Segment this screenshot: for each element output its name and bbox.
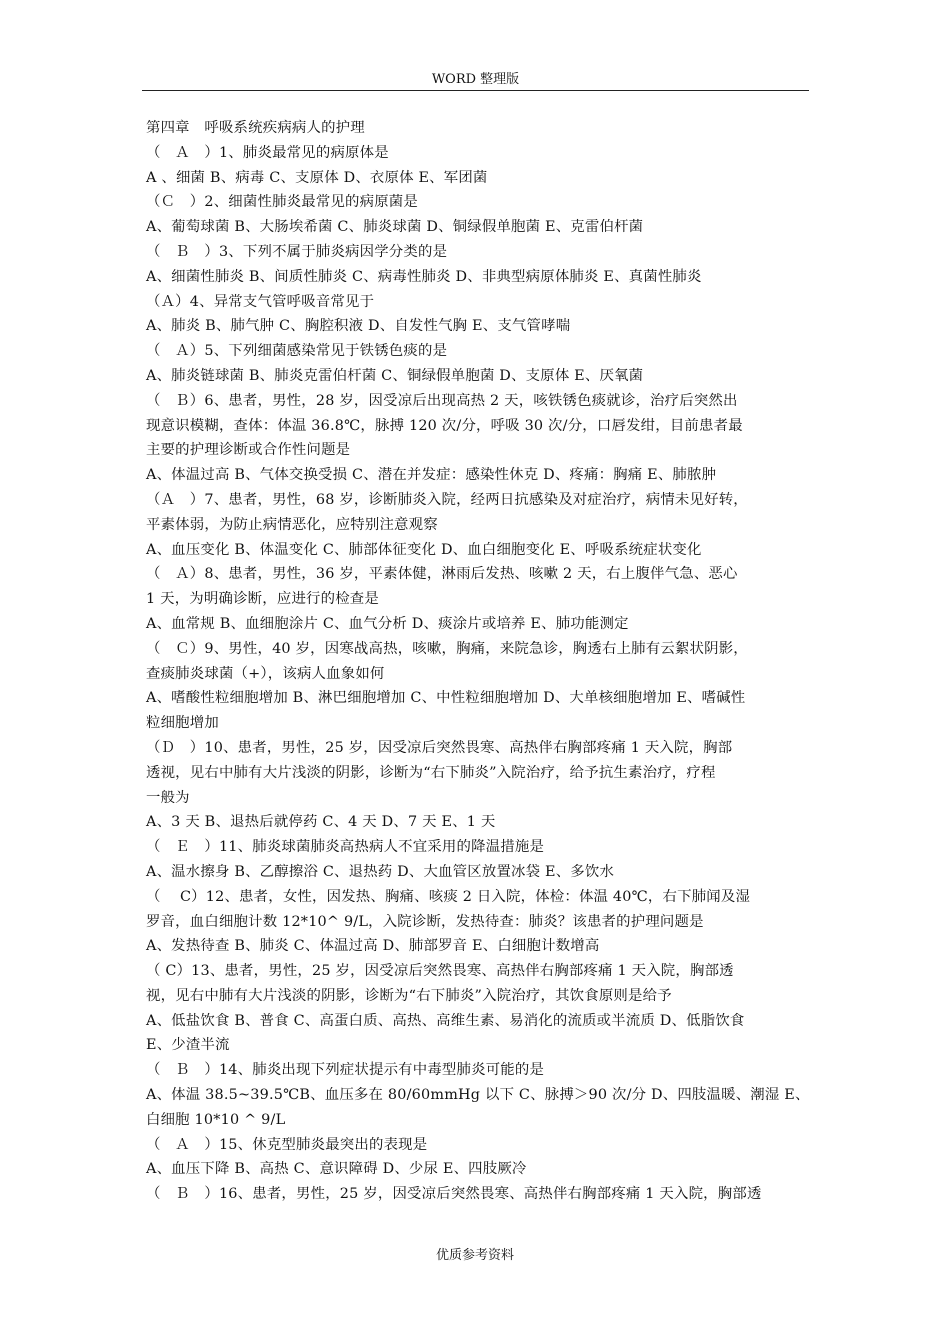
text-line: A、细菌性肺炎 B、间质性肺炎 C、病毒性肺炎 D、非典型病原体肺炎 E、真菌性肺炎: [146, 268, 702, 285]
text-line: （ C）13、患者，男性，25 岁，因受凉后突然畏寒、高热伴右胸部疼痛 1 天入院，胸部透: [146, 963, 734, 980]
text-line: 粒细胞增加: [146, 715, 219, 732]
text-line: 透视，见右中肺有大片浅淡的阴影，诊断为“右下肺炎”入院治疗，给予抗生素治疗，疗程: [146, 764, 716, 781]
text-line: 视，见右中肺有大片浅淡的阴影，诊断为“右下肺炎”入院治疗，其饮食原则是给予: [146, 987, 672, 1004]
text-line: （Ｄ ）10、患者，男性，25 岁，因受凉后突然畏寒、高热伴右胸部疼痛 1 天入院，胸部: [146, 739, 733, 756]
text-line: （ Ａ）5、下列细菌感染常见于铁锈色痰的是: [146, 343, 448, 360]
text-line: （ Ａ）8、患者，男性，36 岁，平素体健，淋雨后发热、咳嗽 2 天，右上腹伴气急、恶心: [146, 566, 738, 583]
text-line: （ Ｃ）9、男性，40 岁，因寒战高热，咳嗽，胸痛，来院急诊，胸透右上肺有云絮状阴影，: [146, 640, 748, 657]
text-line: 平素体弱，为防止病情恶化，应特别注意观察: [146, 516, 438, 533]
text-line: （Ｃ ）2、细菌性肺炎最常见的病原菌是: [146, 194, 418, 211]
text-line: 查痰肺炎球菌（+），该病人血象如何: [146, 665, 385, 682]
page-header: [142, 72, 809, 91]
text-line: 一般为: [146, 789, 190, 806]
text-line: （ Ｂ ）3、下列不属于肺炎病因学分类的是: [146, 243, 448, 260]
text-line: A、发热待查 B、肺炎 C、体温过高 D、肺部罗音 E、白细胞计数增高: [146, 938, 600, 955]
text-line: A、体温过高 B、气体交换受损 C、潜在并发症：感染性休克 D、疼痛：胸痛 E、肺脓肿: [146, 467, 717, 484]
text-line: （ Ｂ ）14、肺炎出现下列症状提示有中毒型肺炎可能的是: [146, 1062, 545, 1079]
text-line: A、血常规 B、血细胞涂片 C、血气分析 D、痰涂片或培养 E、肺功能测定: [146, 615, 629, 632]
text-line: A、体温 38.5~39.5℃B、血压多在 80/60mmHg 以下 C、脉搏＞90 次/分 D、四肢温暖、潮湿 E、: [146, 1087, 810, 1104]
chapter-title: 第四章 呼吸系统疾病病人的护理: [146, 120, 365, 136]
page-footer: 优质参考资料: [435, 1248, 514, 1263]
text-line: A、肺炎链球菌 B、肺炎克雷伯杆菌 C、铜绿假单胞菌 D、支原体 E、厌氧菌: [146, 367, 644, 384]
text-line: A、嗜酸性粒细胞增加 B、淋巴细胞增加 C、中性粒细胞增加 D、大单核细胞增加 E、嗜碱性: [146, 690, 746, 707]
text-line: A、葡萄球菌 B、大肠埃希菌 C、肺炎球菌 D、铜绿假单胞菌 E、克雷伯杆菌: [146, 219, 644, 236]
text-line: A、血压变化 B、体温变化 C、肺部体征变化 D、血白细胞变化 E、呼吸系统症状变化: [146, 541, 702, 558]
text-line: A、低盐饮食 B、普食 C、高蛋白质、高热、高维生素、易消化的流质或半流质 D、低脂饮食: [146, 1012, 745, 1029]
text-line: 1 天，为明确诊断，应进行的检查是: [146, 591, 379, 608]
text-line: （ Ｂ ）16、患者，男性，25 岁，因受凉后突然畏寒、高热伴右胸部疼痛 1 天入院，胸部透: [146, 1186, 762, 1203]
text-line: A 、细菌 B、病毒 C、支原体 D、衣原体 E、军团菌: [146, 169, 488, 186]
text-line: A、肺炎 B、肺气肿 C、胸腔积液 D、自发性气胸 E、支气管哮喘: [146, 318, 571, 335]
text-line: A、温水擦身 B、乙醇擦浴 C、退热药 D、大血管区放置冰袋 E、多饮水: [146, 863, 615, 880]
text-line: A、血压下降 B、高热 C、意识障碍 D、少尿 E、四肢厥冷: [146, 1161, 527, 1178]
text-line: （ Ｅ ）11、肺炎球菌肺炎高热病人不宜采用的降温措施是: [146, 839, 545, 856]
text-line: （ Ａ ）1、肺炎最常见的病原体是: [146, 144, 389, 161]
text-line: （ Ｂ）6、患者，男性，28 岁，因受凉后出现高热 2 天，咳铁锈色痰就诊，治疗后突然出: [146, 392, 738, 409]
text-line: 现意识模糊，查体：体温 36.8℃，脉搏 120 次/分，呼吸 30 次/分，口唇发绀，目前患者最: [146, 417, 743, 434]
text-line: （Ａ ）7、患者，男性，68 岁，诊断肺炎入院，经两日抗感染及对症治疗，病情未见好转，: [146, 491, 748, 508]
text-line: 主要的护理诊断或合作性问题是: [146, 442, 351, 459]
text-line: （ Ａ ）15、休克型肺炎最突出的表现是: [146, 1136, 428, 1153]
text-line: 罗音，血白细胞计数 12*10^ 9/L，入院诊断，发热待查：肺炎？该患者的护理问题是: [146, 913, 704, 930]
header-text: WORD 整理版: [431, 72, 520, 87]
text-line: A、3 天 B、退热后就停药 C、4 天 D、7 天 E、1 天: [146, 814, 496, 831]
text-line: （ C）12、患者，女性，因发热、胸痛、咳痰 2 日入院，体检：体温 40℃，右下肺闻及湿: [146, 888, 751, 905]
document-body: [146, 116, 810, 1207]
text-line: E、少渣半流: [146, 1037, 230, 1054]
text-line: 白细胞 10*10 ^ 9/L: [146, 1111, 286, 1128]
text-line: （Ａ）4、异常支气管呼吸音常见于: [146, 293, 375, 310]
